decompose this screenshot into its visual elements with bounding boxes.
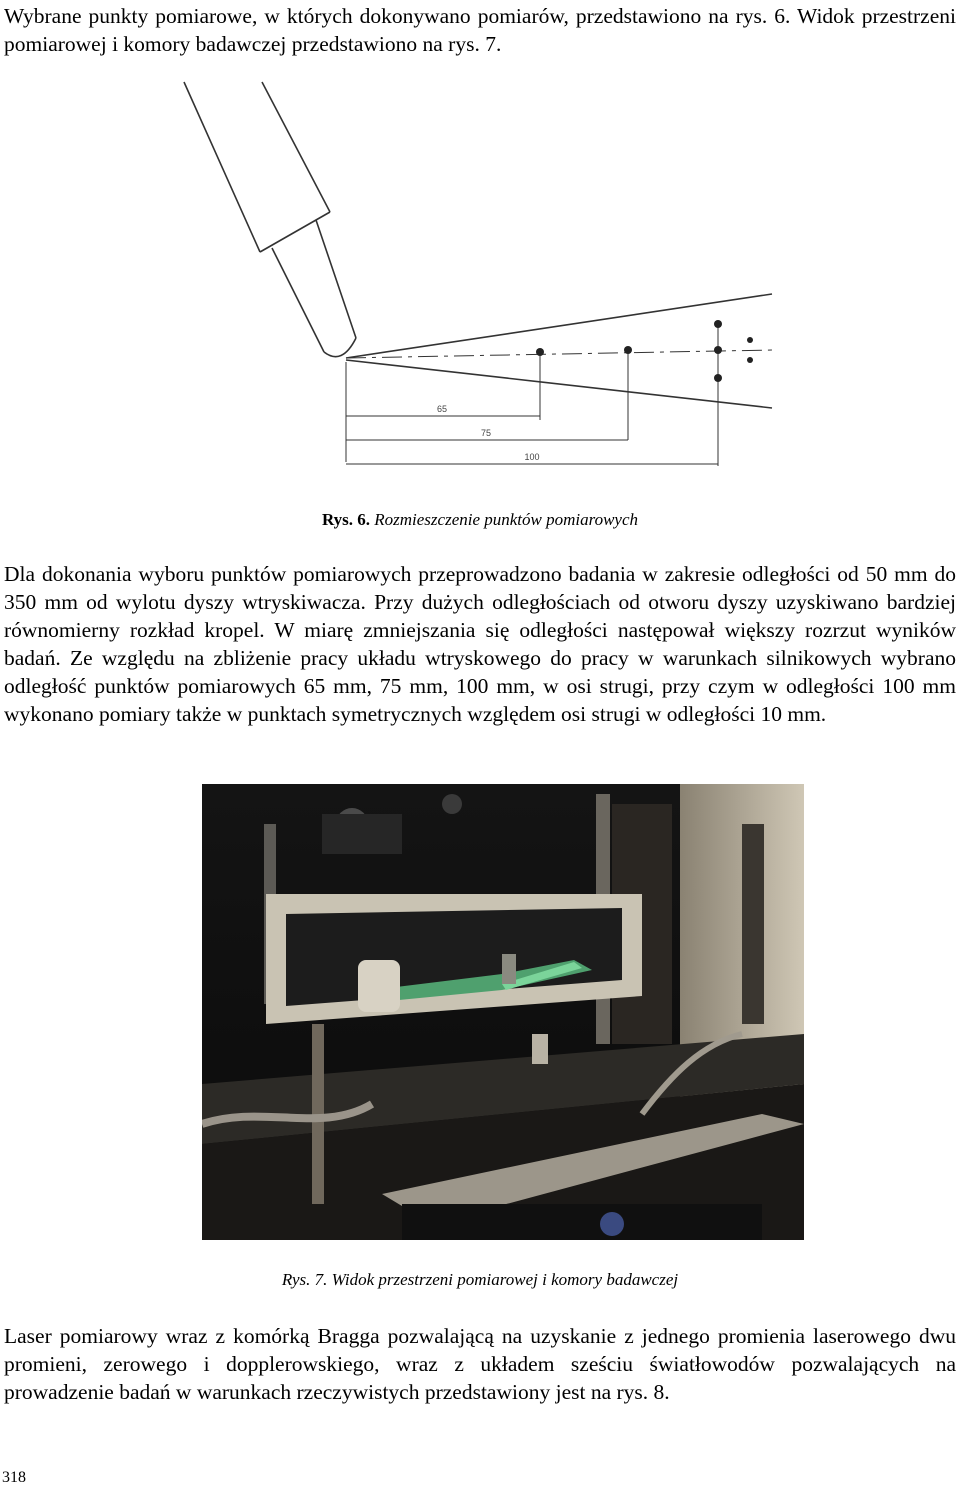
measurement-point-100-axis xyxy=(714,346,722,354)
nozzle-tip xyxy=(324,338,356,357)
injector-body-edge-right xyxy=(262,82,330,212)
dimension-label-65: 65 xyxy=(436,404,448,414)
dimension-label-100: 100 xyxy=(524,452,540,462)
measurement-point-75 xyxy=(624,346,632,354)
spray-cone-lower xyxy=(346,360,772,408)
body-paragraph-1: Dla dokonania wyboru punktów pomiarowych przeprowadzono badania w zakresie odległości od 50 mm do 350 mm od wylotu dyszy wtryskiwacza. Przy dużych odległościach od otworu dyszy uzyskiwano bardziej równomierny rozkład kropel. W miarę zmniejszania się odległości następował większy rozrzut wyników badań. Ze względu na zbliżenie pracy układu wtryskowego do pracy w warunkach silnikowych wybrano odległość punktów pomiarowych 65 mm, 75 mm, 100 mm, w osi strugi, przy czym w odległości 100 mm wykonano pomiary także w punktach symetrycznych względem osi strugi w odległości 10 mm. xyxy=(4,562,956,726)
body-paragraph-2: Laser pomiarowy wraz z komórką Bragga pozwalającą na uzyskanie z jednego promienia laserowego dwu promieni, zerowego i dopplerowskiego, wraz z układem sześciu światłowodów pozwalających na prowadzenie badań w warunkach rzeczywistych przedstawiony jest na rys. 8. xyxy=(4,1324,956,1404)
measurement-point-secondary-a xyxy=(747,337,753,343)
figure6-caption-text: Rozmieszczenie punktów pomiarowych xyxy=(374,510,639,529)
figure7-caption xyxy=(0,1270,960,1290)
figure6-caption xyxy=(0,510,960,530)
spray-cone-upper xyxy=(346,294,772,358)
dimension-label-75: 75 xyxy=(480,428,492,438)
measurement-point-100-lower xyxy=(714,374,722,382)
injector-body-edge-left xyxy=(184,82,260,252)
figure6-caption-number: Rys. 6. xyxy=(321,510,370,529)
figure7-caption-text: Widok przestrzeni pomiarowej i komory badawczej xyxy=(331,1270,679,1289)
page-number: 318 xyxy=(2,1469,26,1486)
figure7-caption-number: Rys. 7. xyxy=(281,1270,328,1289)
measurement-points-diagram xyxy=(170,70,790,490)
nozzle-edge-left xyxy=(272,248,324,352)
nozzle-edge-right xyxy=(316,220,356,338)
measurement-point-100-upper xyxy=(714,320,722,328)
measurement-point-secondary-b xyxy=(747,357,753,363)
spray-axis xyxy=(346,350,772,358)
test-chamber-photo xyxy=(202,784,804,1240)
intro-paragraph: Wybrane punkty pomiarowe, w których dokonywano pomiarów, przedstawiono na rys. 6. Widok przestrzeni pomiarowej i komory badawczej przedstawiono na rys. 7. xyxy=(4,4,956,56)
measurement-point-65 xyxy=(536,348,544,356)
